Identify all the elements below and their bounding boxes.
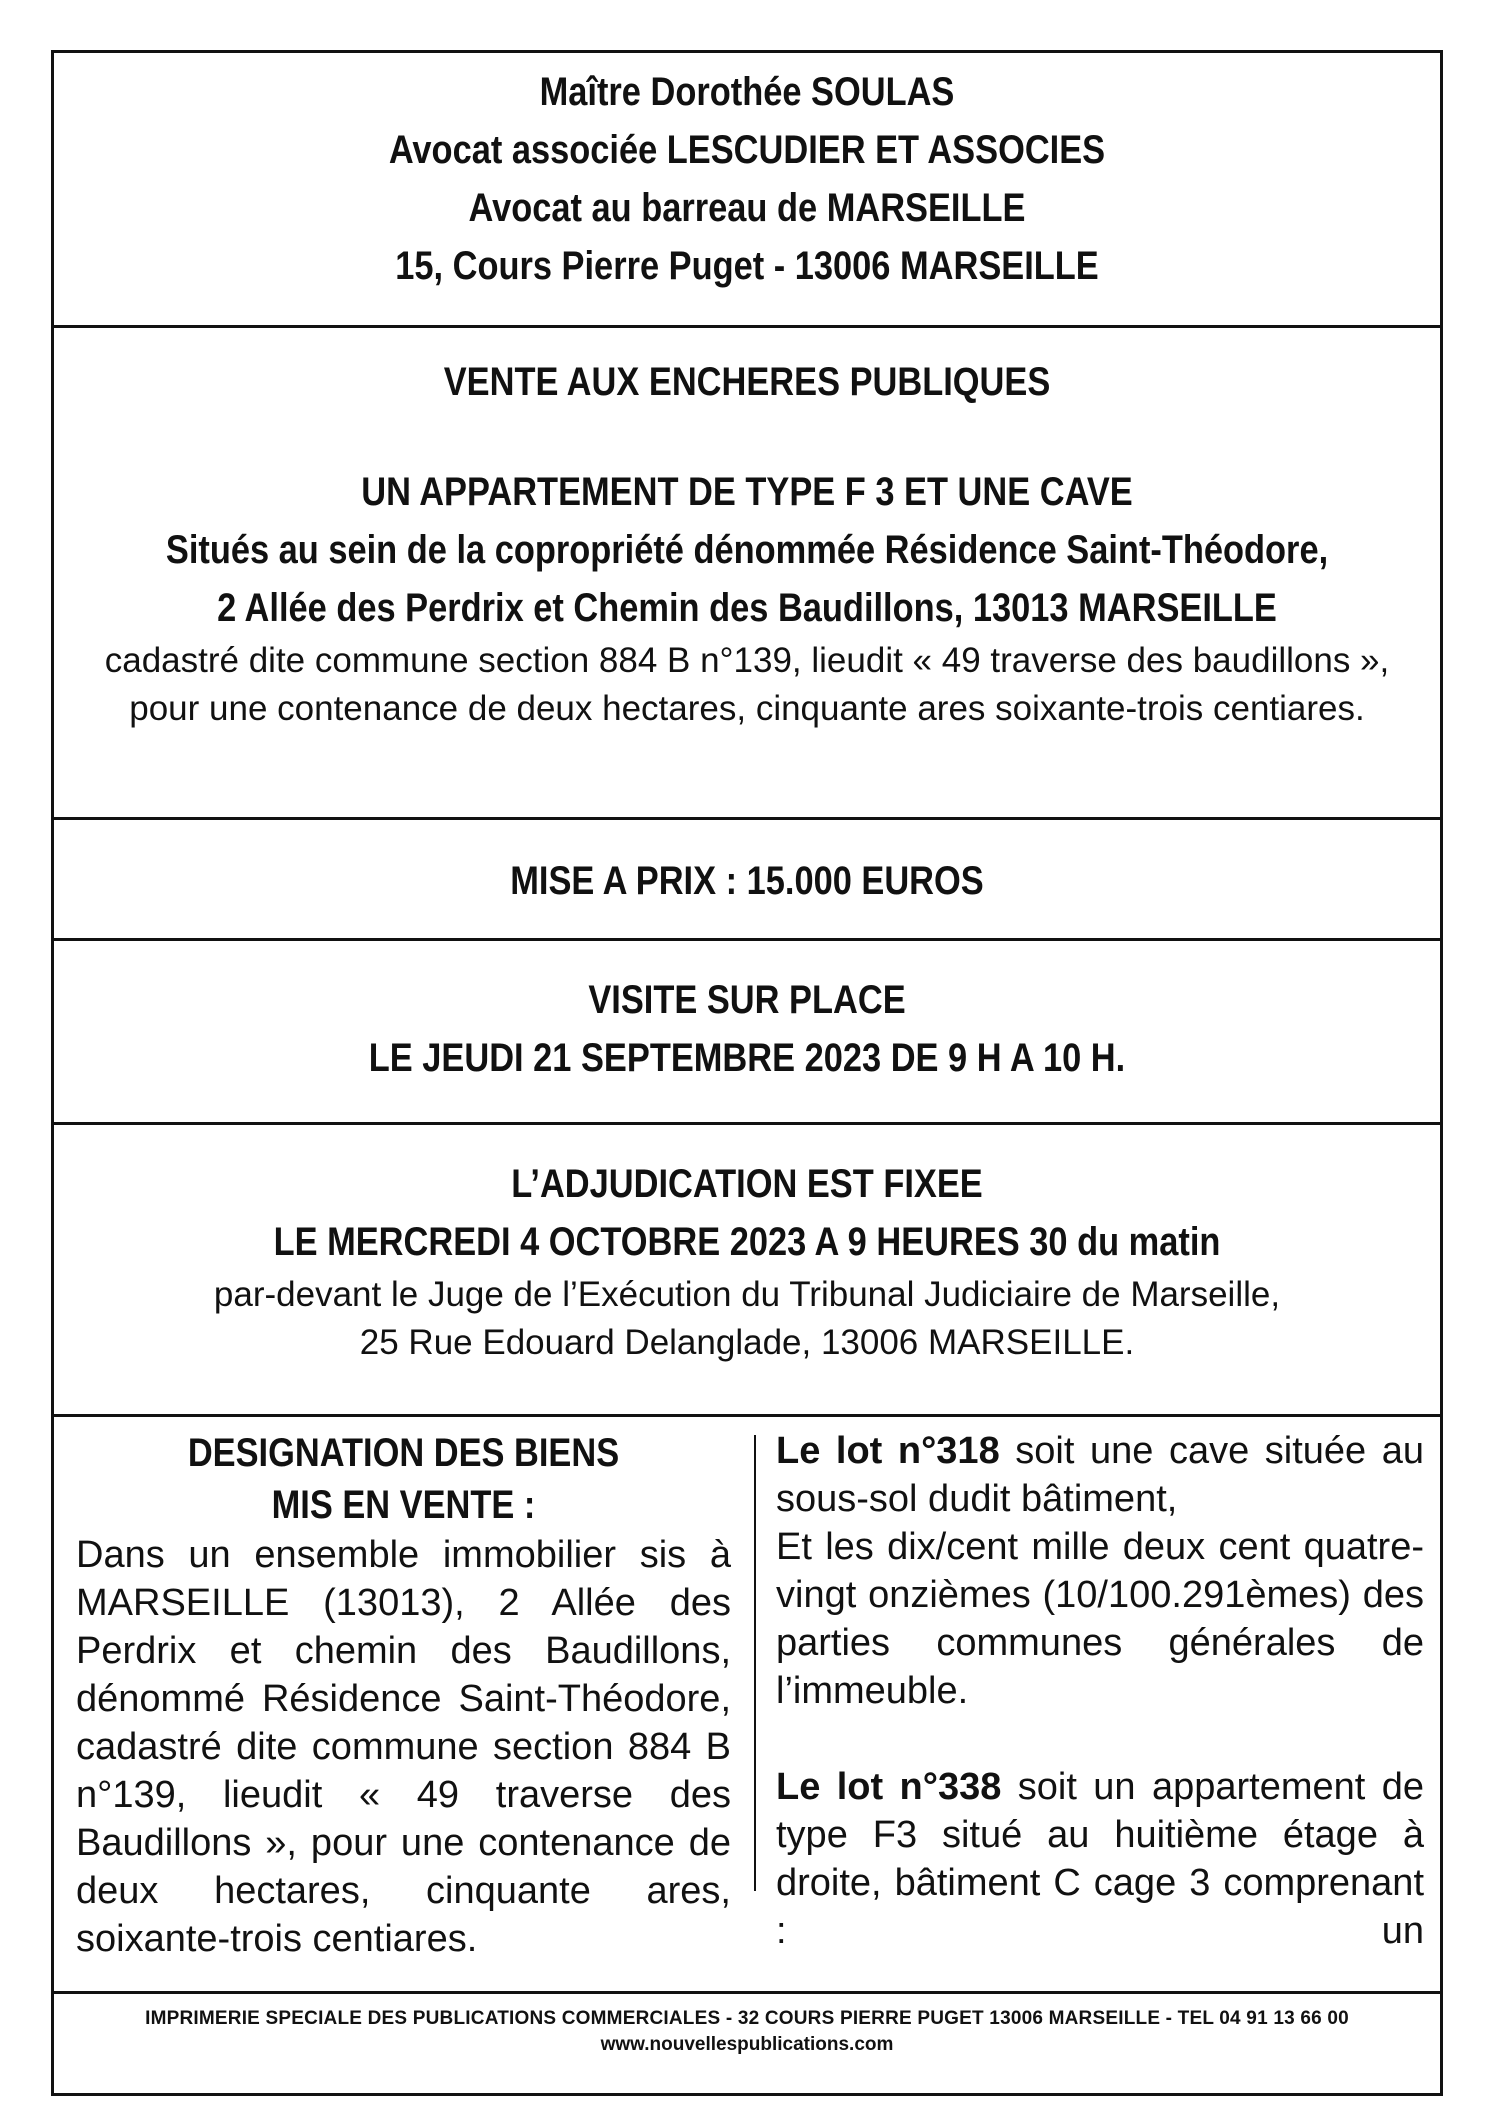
court-line-2: 25 Rue Edouard Delanglade, 13006 MARSEILLE. (359, 1323, 1135, 1362)
adjudication-section (54, 1155, 1440, 1367)
lawyer-bar: Avocat au barreau de MARSEILLE (468, 186, 1026, 230)
lot-318-shares: Et les dix/cent mille deux cent quatre-vingt onzièmes (10/100.291èmes) des parties communes générales de l’immeuble. (776, 1526, 1424, 1712)
cadastre-line-2: pour une contenance de deux hectares, cinquante ares soixante-trois centiares. (129, 689, 1365, 728)
designation-title-1: DESIGNATION DES BIENS (187, 1431, 620, 1475)
printer-footer (54, 2006, 1440, 2058)
property-location-1: Situés au sein de la copropriété dénommée Résidence Saint-Théodore, (165, 528, 1329, 572)
designation-column (76, 1417, 731, 1960)
lot-338-text: soit un appartement de type F3 situé au huitième étage à droite, bâtiment C cage 3 comprenant : un (776, 1766, 1424, 1952)
adjudication-title: L’ADJUDICATION EST FIXEE (511, 1162, 983, 1206)
lot-318-label: Le lot n°318 (776, 1430, 1000, 1472)
court-line-1: par-devant le Juge de l’Exécution du Tribunal Judiciaire de Marseille, (213, 1275, 1281, 1314)
lot-318-text: soit une cave située au sous-sol dudit bâtiment, (776, 1430, 1425, 1520)
column-divider (754, 1435, 756, 1891)
property-title: UN APPARTEMENT DE TYPE F 3 ET UNE CAVE (361, 470, 1133, 514)
visit-date: LE JEUDI 21 SEPTEMBRE 2023 DE 9 H A 10 H. (368, 1036, 1126, 1080)
divider (54, 938, 1440, 941)
designation-text: Dans un ensemble immobilier sis à MARSEILLE (13013), 2 Allée des Perdrix et chemin des Baudillons, dénommé Résidence Saint-Théodore, cadastré dite commune section 884 B n°139, lieudit « 49 traverse des Baudillons », pour une contenance de deux hectares, cinquante ares, soixante-trois centiares. (76, 1534, 731, 1960)
divider (54, 817, 1440, 820)
sale-title: VENTE AUX ENCHERES PUBLIQUES (443, 360, 1051, 404)
price-section (54, 852, 1440, 910)
printer-info: IMPRIMERIE SPECIALE DES PUBLICATIONS COMMERCIALES - 32 COURS PIERRE PUGET 13006 MARSEILLE - TEL 04 91 13 66 00 (145, 2008, 1349, 2029)
printer-website: www.nouvellespublications.com (600, 2034, 894, 2055)
lot-338-paragraph (776, 1763, 1424, 1955)
visit-section (54, 971, 1440, 1087)
adjudication-date: LE MERCREDI 4 OCTOBRE 2023 A 9 HEURES 30 du matin (273, 1220, 1221, 1264)
sale-section (54, 353, 1440, 733)
designation-title-2: MIS EN VENTE : (271, 1483, 536, 1527)
divider (54, 325, 1440, 328)
visit-title: VISITE SUR PLACE (588, 978, 906, 1022)
lawyer-address: 15, Cours Pierre Puget - 13006 MARSEILLE (395, 244, 1099, 288)
designation-heading (76, 1427, 731, 1531)
divider (54, 1122, 1440, 1125)
lot-338-label: Le lot n°338 (776, 1766, 1002, 1808)
lot-318-paragraph (776, 1427, 1424, 1523)
lawyer-firm: Avocat associée LESCUDIER ET ASSOCIES (388, 128, 1106, 172)
notice-frame (51, 50, 1443, 2096)
property-location-2: 2 Allée des Perdrix et Chemin des Baudillons, 13013 MARSEILLE (217, 586, 1277, 630)
lawyer-header (54, 63, 1440, 295)
lots-column (776, 1417, 1425, 1952)
divider (54, 1991, 1440, 1994)
cadastre-line-1: cadastré dite commune section 884 B n°139, lieudit « 49 traverse des baudillons », (104, 641, 1390, 680)
lawyer-name: Maître Dorothée SOULAS (539, 70, 955, 114)
designation-section (54, 1417, 1440, 1960)
starting-price: MISE A PRIX : 15.000 EUROS (510, 859, 984, 903)
